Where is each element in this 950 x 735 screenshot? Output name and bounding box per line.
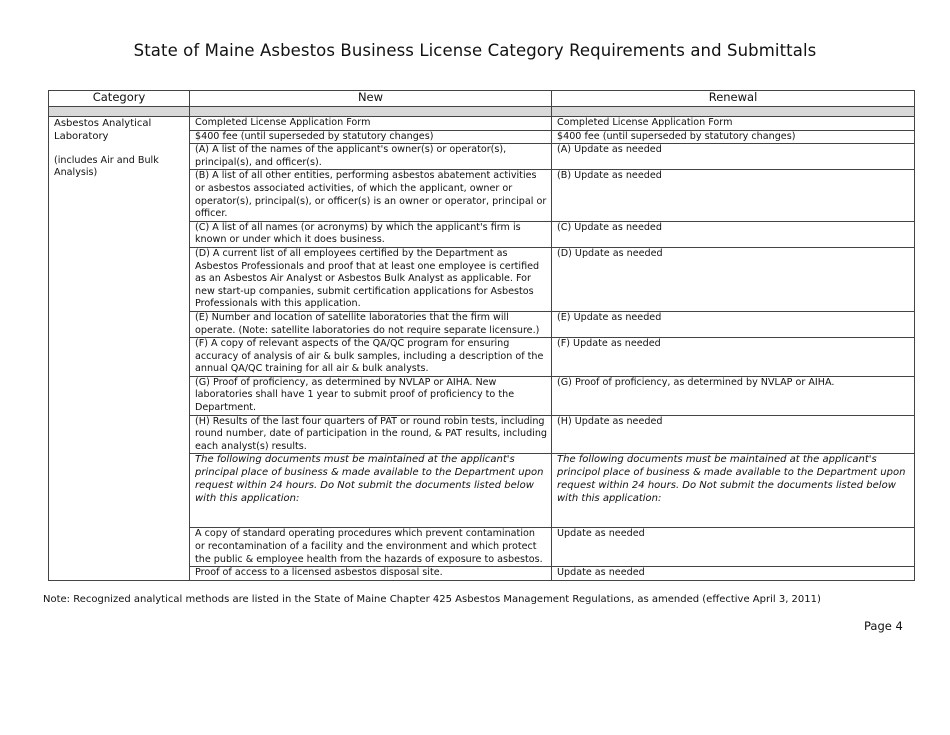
page-title: State of Maine Asbestos Business License Category Requirements and Submittals bbox=[133, 41, 817, 60]
table-header-row bbox=[49, 91, 915, 107]
category-subtext: (includes Air and Bulk Analysis) bbox=[54, 155, 159, 179]
renewal-cell: (C) Update as needed bbox=[552, 221, 915, 247]
new-cell: (F) A copy of relevant aspects of the QA/QC program for ensuring accuracy of analysis of air & bulk samples, including a description of the annual QA/QC training for all air & bulk analysts. bbox=[190, 338, 552, 377]
new-cell: Completed License Application Form bbox=[190, 117, 552, 131]
new-cell: (A) A list of the names of the applicant's owner(s) or operator(s), principal(s), and officer(s). bbox=[190, 144, 552, 170]
new-cell: (H) Results of the last four quarters of PAT or round robin tests, including round number, date of participation in the round, & PAT results, including each analyst(s) results. bbox=[190, 415, 552, 454]
new-cell: (C) A list of all names (or acronyms) by which the applicant's firm is known or under which it does business. bbox=[190, 221, 552, 247]
renewal-cell: (G) Proof of proficiency, as determined by NVLAP or AIHA. bbox=[552, 376, 915, 415]
header-new: New bbox=[190, 91, 552, 107]
shaded-cell bbox=[190, 107, 552, 117]
renewal-cell: Completed License Application Form bbox=[552, 117, 915, 131]
new-cell-notice: The following documents must be maintained at the applicant's principal place of business & made available to the Department upon request within 24 hours. Do Not submit the documents listed below with this application: bbox=[190, 454, 552, 528]
header-category: Category bbox=[49, 91, 190, 107]
new-cell: (E) Number and location of satellite laboratories that the firm will operate. (Note: satellite laboratories do not require separate licensure.) bbox=[190, 311, 552, 337]
renewal-cell: Update as needed bbox=[552, 528, 915, 567]
new-cell: (G) Proof of proficiency, as determined by NVLAP or AIHA. New laboratories shall have 1 year to submit proof of proficiency to the Department. bbox=[190, 376, 552, 415]
renewal-cell: (F) Update as needed bbox=[552, 338, 915, 377]
page-number: Page 4 bbox=[864, 619, 903, 633]
requirements-table bbox=[48, 90, 915, 581]
renewal-cell: (H) Update as needed bbox=[552, 415, 915, 454]
new-cell: $400 fee (until superseded by statutory changes) bbox=[190, 130, 552, 144]
renewal-cell: $400 fee (until superseded by statutory changes) bbox=[552, 130, 915, 144]
renewal-cell-notice: The following documents must be maintained at the applicant's principol place of business & made available to the Department upon request within 24 hours. Do Not submit the documents listed below with this application: bbox=[552, 454, 915, 528]
shaded-separator-row bbox=[49, 107, 915, 117]
category-name: Asbestos Analytical Laboratory bbox=[54, 118, 152, 142]
header-renewal: Renewal bbox=[552, 91, 915, 107]
renewal-cell: Update as needed bbox=[552, 567, 915, 581]
new-cell: Proof of access to a licensed asbestos disposal site. bbox=[190, 567, 552, 581]
renewal-cell: (A) Update as needed bbox=[552, 144, 915, 170]
new-cell: (D) A current list of all employees certified by the Department as Asbestos Professionals and proof that at least one employee is certified as an Asbestos Air Analyst or Asbestos Bulk Analyst as applicable. For new start-up companies, submit certification applications for Asbestos Professionals with this application. bbox=[190, 247, 552, 311]
shaded-cell bbox=[49, 107, 190, 117]
renewal-cell: (B) Update as needed bbox=[552, 170, 915, 221]
footnote: Note: Recognized analytical methods are listed in the State of Maine Chapter 425 Asbestos Management Regulations, as amended (effective April 3, 2011) bbox=[43, 594, 821, 605]
renewal-cell: (E) Update as needed bbox=[552, 311, 915, 337]
category-cell bbox=[49, 117, 190, 581]
new-cell: (B) A list of all other entities, performing asbestos abatement activities or asbestos associated activities, of which the applicant, owner or operator(s), principal(s), or officer(s) is an owner or operator, principal or officer. bbox=[190, 170, 552, 221]
table-row bbox=[49, 117, 915, 131]
new-cell: A copy of standard operating procedures which prevent contamination or recontamination of a facility and the environment and which protect the public & employee health from the hazards of exposure to asbestos. bbox=[190, 528, 552, 567]
renewal-cell: (D) Update as needed bbox=[552, 247, 915, 311]
shaded-cell bbox=[552, 107, 915, 117]
